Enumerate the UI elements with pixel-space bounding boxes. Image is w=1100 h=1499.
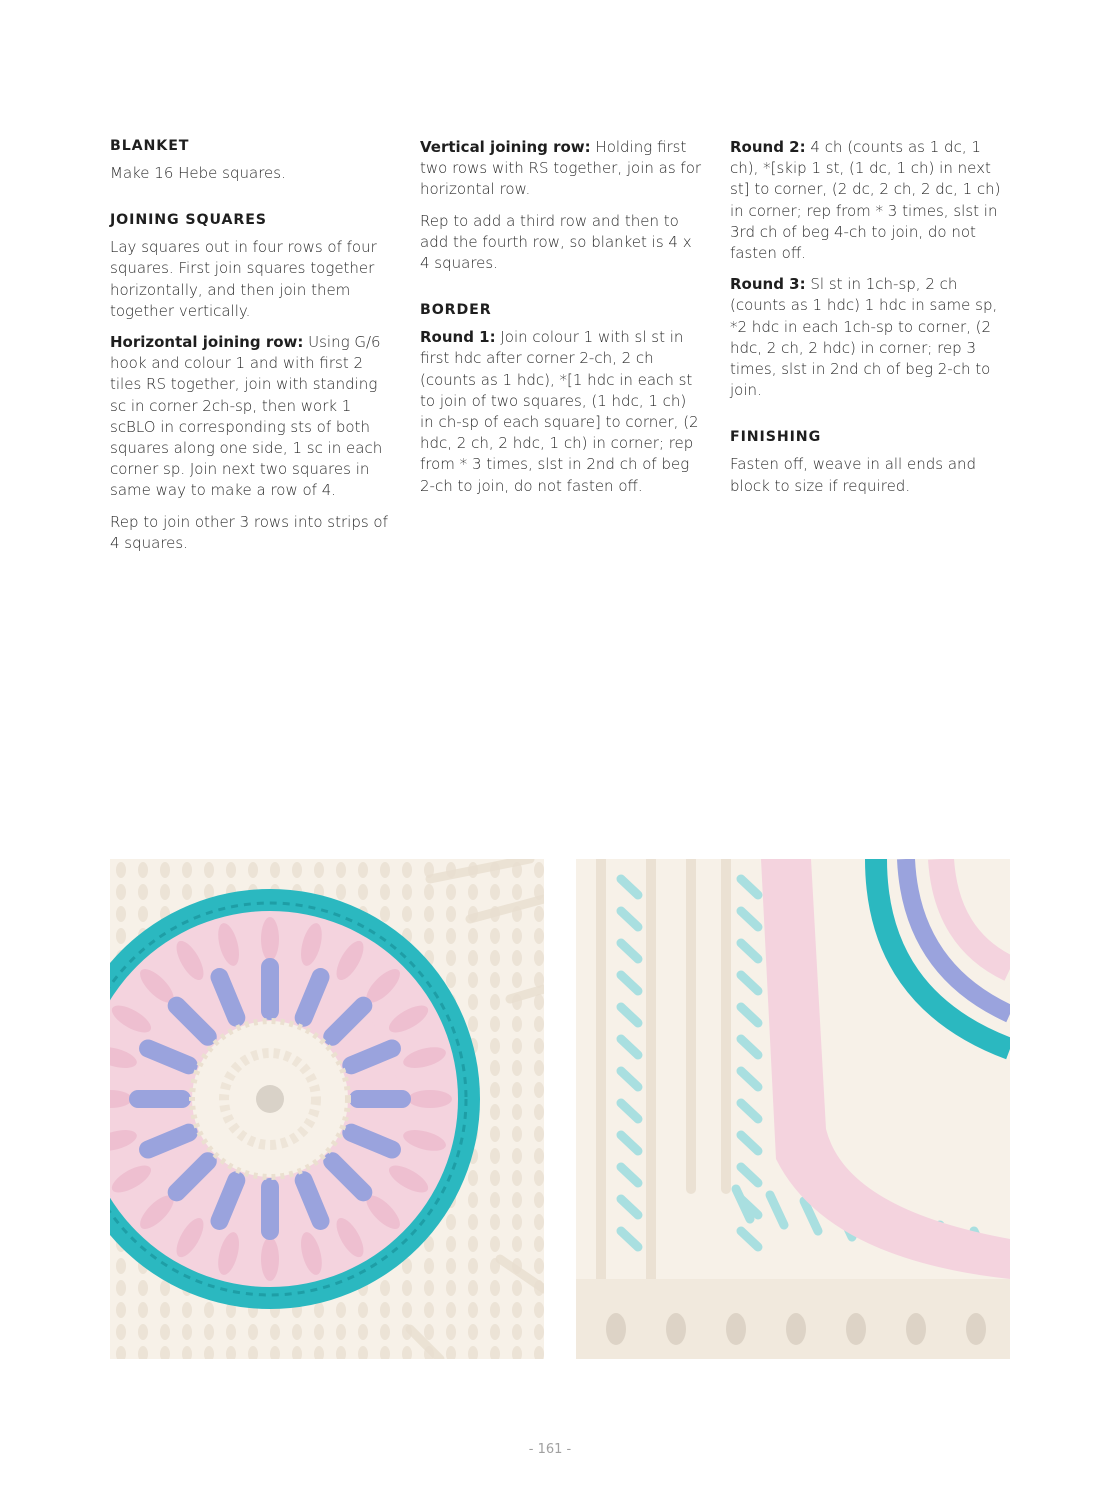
round-2-paragraph [730,137,1012,264]
vertical-joining-paragraph [420,137,702,201]
column-2 [420,137,702,507]
vertical-joining-label: Vertical joining row: [420,138,591,156]
joining-intro: Lay squares out in four rows of four squares. First join squares together horizontally, and then join them together vertically. [110,238,377,320]
horizontal-joining-text: Using G/6 hook and colour 1 and with first 2 tiles RS together, join with standing sc in corner 2ch-sp, then work 1 scBLO in corresponding sts of both squares along one side, 1 sc in each corner sp. Join next two squares in same way to make a row of 4. [110,333,383,500]
page-number: - 161 - [528,1442,572,1457]
vertical-joining-text: Holding first two rows with RS together, join as for horizontal row. [420,138,702,199]
blanket-text: Make 16 Hebe squares. [110,164,286,182]
horizontal-joining-paragraph [110,332,392,502]
round-1-paragraph [420,327,702,497]
round-3-label: Round 3: [730,275,806,294]
round-1-label: Round 1: [420,328,496,347]
mandala-illustration [110,859,544,1359]
round-1-text: Join colour 1 with sl st in first hdc after corner 2-ch, 2 ch (counts as 1 hdc), *[1 hdc in each st to join of two squares, (1 hdc, 1 ch) in ch-sp of each square] to corner, (2 hdc, 2 ch, 2 hdc, 1 ch) in corner; rep from * 3 times, slst in 2nd ch of beg 2-ch to join, do not fasten off. [420,328,699,495]
border-illustration [576,859,1010,1359]
round-2-label: Round 2: [730,138,806,156]
column-1 [110,137,392,564]
column-3 [730,137,1012,507]
round-2-text: 4 ch (counts as 1 dc, 1 ch), *[skip 1 st, (1 dc, 1 ch) in next st] to corner, (2 dc, 2 ch, 2 dc, 1 ch) in corner; rep from * 3 times, slst in 3rd ch of beg 4-ch to join, do not fasten off. [730,138,1001,263]
section-heading-finishing: FINISHING [730,429,822,446]
section-heading-border: BORDER [420,302,492,319]
round-3-paragraph [730,274,1012,401]
rep-add-rows-text: Rep to add a third row and then to add the fourth row, so blanket is 4 x 4 squares. [420,211,692,273]
photo-crochet-border-closeup [576,859,1010,1359]
horizontal-joining-label: Horizontal joining row: [110,333,304,352]
finishing-text: Fasten off, weave in all ends and block to size if required. [730,455,977,495]
rep-join-rows-text: Rep to join other 3 rows into strips of 4 squares. [110,512,388,552]
section-heading-blanket: BLANKET [110,138,190,154]
section-heading-joining-squares: JOINING SQUARES [110,212,267,229]
round-3-text: Sl st in 1ch-sp, 2 ch (counts as 1 hdc) 1 hdc in same sp, *2 hdc in each 1ch-sp to corner, (2 hdc, 2 ch, 2 hdc) in corner; rep 3 times, slst in 2nd ch of beg 2-ch to join. [730,275,998,400]
photo-crochet-mandala-square [110,859,544,1359]
